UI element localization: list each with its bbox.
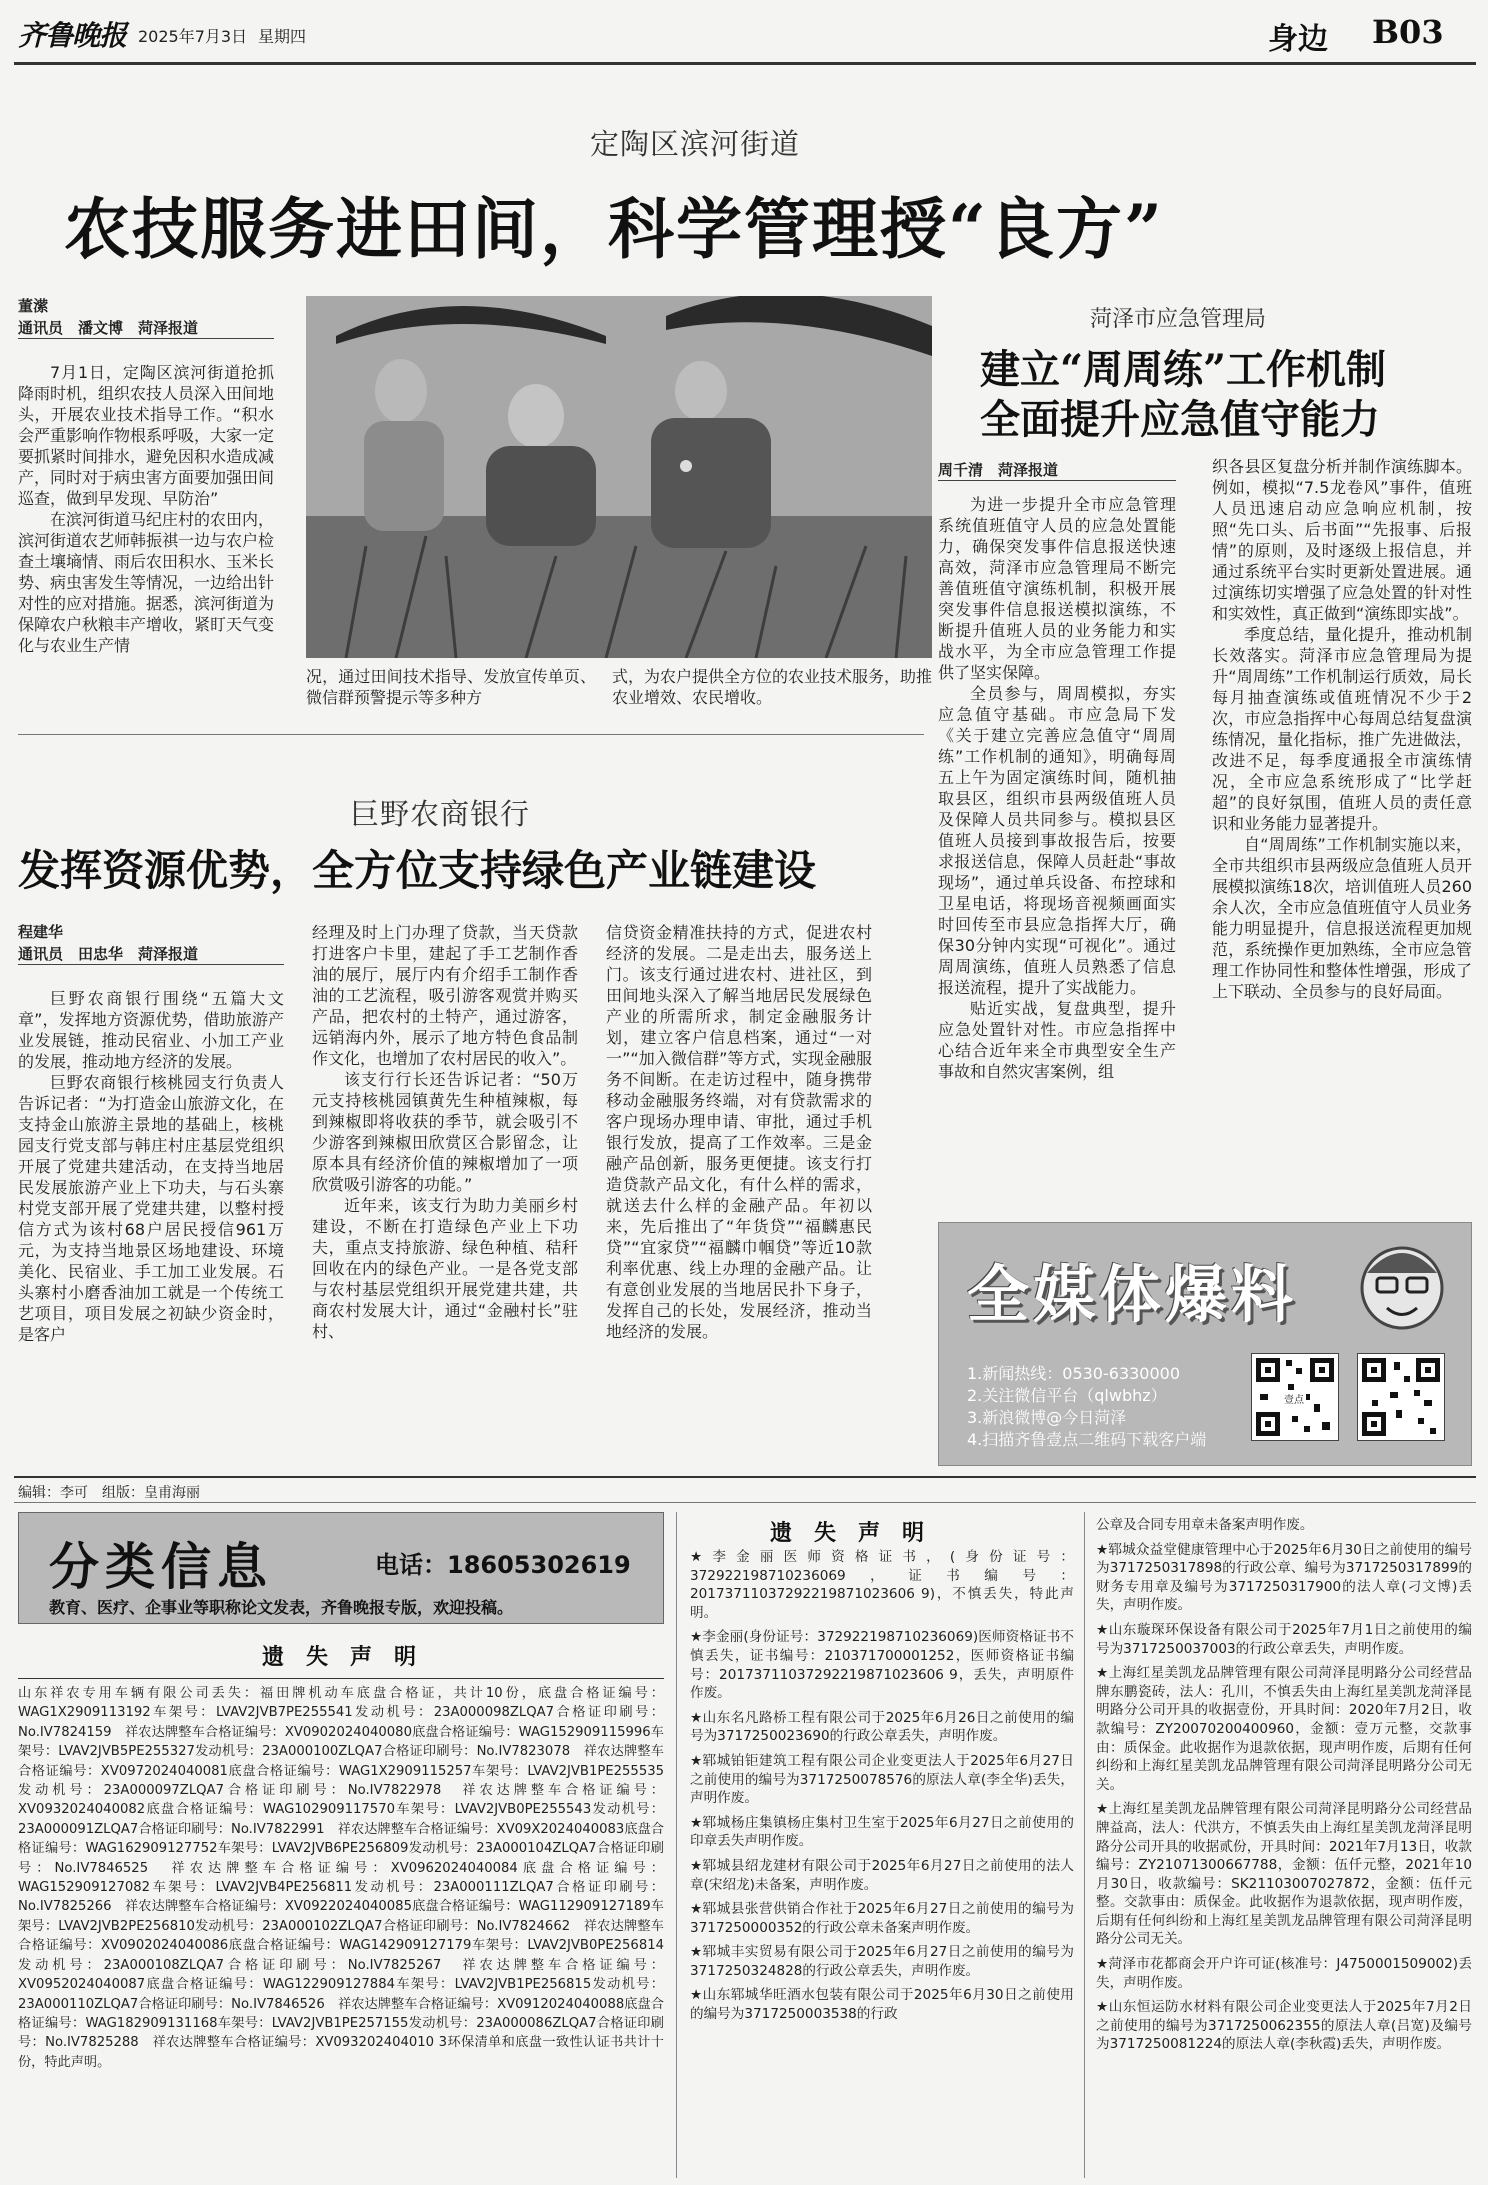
page-number: B03 bbox=[1372, 13, 1444, 51]
article3-para: 经理及时上门办理了贷款，当天贷款打进客户卡里，建起了手工艺制作香油的展厅，展厅内有介绍手工制作香油的工艺流程，吸引游客观赏并购买产品，把农村的土特产，通过游客，远销海内外，展示了地方特色食品制作文化，也增加了农村居民的收入”。 bbox=[312, 923, 578, 1068]
article2-byline: 周千清 菏泽报道 bbox=[938, 460, 1176, 481]
article3-para: 巨野农商银行围绕“五篇大文章”，发挥地方资源优势，借助旅游产业发展链，推动民宿业、小加工产业的发展，推动地方经济的发展。 bbox=[18, 989, 284, 1071]
article3-author: 程建华 bbox=[18, 923, 64, 941]
qr-code-icon bbox=[1358, 1354, 1444, 1440]
section-name: 身边 bbox=[1268, 22, 1328, 57]
classified-header bbox=[18, 1512, 664, 1624]
notice-item: ★上海红星美凯龙品牌管理有限公司菏泽昆明路分公司经营品牌益高，法人：代洪方，不慎丢失由上海红星美凯龙菏泽昆明路分公司开具的收据贰份，开具时间：2021年7月13日，收款编号：ZY21071300667788，金额：伍仟元整，2021年10月30日，收款编号：SK21103007027872，金额：伍仟元整。交款事由：质保金。此收据作为退款依据，现声明作废，后期有任何纠纷和上海红星美凯龙品牌管理有限公司菏泽昆明路分公司无关。 bbox=[1096, 1801, 1472, 1948]
promo-title: 全媒体爆料 bbox=[967, 1258, 1298, 1331]
article3-headline: 发挥资源优势，全方位支持绿色产业链建设 bbox=[18, 846, 817, 895]
article2-para: 织各县区复盘分析并制作演练脚本。例如，模拟“7.5龙卷风”事件，值班人员迅速启动应急响应机制，按照“先口头、后书面”“先报事、后报情”的原则，及时逐级上报信息，并通过系统平台实时更新处置进展。通过演练切实增强了应急处置的针对性和实效性，真正做到“演练即实战”。 bbox=[1212, 457, 1472, 623]
article1-kicker: 定陶区滨河街道 bbox=[590, 127, 801, 161]
article2-headline-line2: 全面提升应急值守能力 bbox=[980, 396, 1380, 443]
promo-box bbox=[938, 1222, 1472, 1466]
article2-para: 自“周周练”工作机制实施以来，全市共组织市县两级应急值班人员开展模拟演练18次，培训值班人员260余人次，全市应急值班值守人员业务能力明显提升，信息报送流程更加规范，系统操作更加熟练，全市应急管理工作协同性和整体性增强，形成了上下联动、全员参与的良好局面。 bbox=[1212, 835, 1472, 1001]
article1-para: 7月1日，定陶区滨河街道抢抓降雨时机，组织农技人员深入田间地头，开展农业技术指导工作。“积水会严重影响作物根系呼吸，大家一定要抓紧时间排水，避免因积水造成减产，同时对于病虫害方面要加强田间巡查，做到早发现、早防治” bbox=[18, 363, 274, 508]
article3-para: 该支行行长还告诉记者：“50万元支持核桃园镇黄先生种植辣椒，每到辣椒即将收获的季节，就会吸引不少游客到辣椒田欣赏区合影留念，让原本具有经济价值的辣椒增加了一项欣赏吸引游客的功能。” bbox=[312, 1070, 578, 1194]
issue-date: 2025年7月3日 bbox=[138, 27, 248, 46]
article1-headline: 农技服务进田间，科学管理授“良方” bbox=[64, 190, 1164, 268]
notice-item: ★李金丽(身份证号：372922198710236069)医师资格证书不慎丢失，证书编号：210371700001252，医师资格证书编号：20173711037292219871023606 9，丢失，声明原件作废。 bbox=[690, 1629, 1074, 1702]
notice-item: ★山东郓城华旺酒水包装有限公司于2025年6月30日之前使用的编号为3717250003538的行政 bbox=[690, 1987, 1074, 2023]
notice-item: ★郓城县绍龙建材有限公司于2025年6月27日之前使用的法人章(宋绍龙)未备案，声明作废。 bbox=[690, 1857, 1074, 1893]
notice-item: ★郓城众益堂健康管理中心于2025年6月30日之前使用的编号为3717250317898的行政公章、编号为3717250317899的财务专用章及编号为3717250317900的法人章(刁文博)丢失，声明作废。 bbox=[1096, 1541, 1472, 1614]
promo-item: 2.关注微信平台（qlwbhz） bbox=[967, 1386, 1167, 1405]
article2-col2 bbox=[1212, 456, 1472, 1202]
notice-item: ★山东名凡路桥工程有限公司于2025年6月26日之前使用的编号为3717250023690的行政公章丢失，声明作废。 bbox=[690, 1709, 1074, 1745]
article2-para: 为进一步提升全市应急管理系统值班值守人员的应急处置能力，确保突发事件信息报送快速高效，菏泽市应急管理局不断完善值班值守演练机制，积极开展突发事件信息报送模拟演练，不断提升值班人员的业务能力和实战水平，为全市应急管理工作提供了坚实保障。 bbox=[938, 495, 1176, 682]
article3-para: 信贷资金精准扶持的方式，促进农村经济的发展。二是走出去，服务送上门。该支行通过进农村、进社区，到田间地头深入了解当地居民发展绿色产业的所需所求，制定金融服务计划，建立客户信息档案，通过“一对一”“加入微信群”等方式，实现金融服务不间断。在走访过程中，随身携带移动金融服务终端，对有贷款需求的客户现场办理申请、审批，通过手机银行发放，提高了工作效率。三是金融产品创新，服务更便捷。该支行打造贷款产品文化，有什么样的需求，就送去什么样的金融产品。年初以来，先后推出了“年货贷”“福麟惠民贷”“宜家贷”“福麟巾帼贷”等近10款利率优惠、线上办理的金融产品。让有意创业发展的当地居民扑下身子，发挥自己的长处，发展经济，推动当地经济的发展。 bbox=[606, 923, 872, 1341]
article3-col1 bbox=[18, 988, 284, 1468]
editors-credit: 编辑：李可 组版：皇甫海丽 bbox=[18, 1485, 200, 1501]
newspaper-logo: 齐鲁晚报 bbox=[18, 19, 127, 52]
notice-item: 公章及合同专用章未备案声明作废。 bbox=[1096, 1517, 1314, 1533]
article1-col2: 况，通过田间技术指导、发放宣传单页、微信群预警提示等多种方 bbox=[306, 667, 596, 707]
article1-byline: 通讯员 潘文博 菏泽报道 bbox=[18, 318, 274, 339]
editors-rule-bottom bbox=[14, 1502, 1476, 1503]
promo-item: 1.新闻热线：0530-6330000 bbox=[967, 1364, 1181, 1383]
article2-col1 bbox=[938, 494, 1176, 1202]
qr-code-1-label: 壹点 bbox=[1282, 1390, 1306, 1407]
article2-para: 全员参与，周周模拟，夯实应急值守基础。市应急局下发《关于建立完善应急值守“周周练”工作机制的通知》，明确每周五上午为固定演练时间，随机抽取县区，组织市县两级值班人员及保障人员共同参与。模拟县区值班人员接到事故报告后，按要求报送信息，保障人员赶赴“事故现场”，通过单兵设备、布控球和卫星电话，将现场音视频画面实时回传至市县应急指挥大厅，确保30分钟内实现“可视化”。通过周周演练，值班人员熟悉了信息报送流程，提升了实战能力。 bbox=[938, 684, 1176, 997]
qr-code-1[interactable] bbox=[1251, 1353, 1339, 1441]
notice-item: ★李金丽医师资格证书，(身份证号：372922198710236069，证书编号：20173711037292219871023606 9)，不慎丢失，特此声明。 bbox=[690, 1549, 1074, 1621]
classified-col1: 山东祥农专用车辆有限公司丢失：福田牌机动车底盘合格证，共计10份，底盘合格证编号：WAG1X2909113192车架号：LVAV2JVB7PE255541发动机号：23A000098ZLQA7合格证印刷号：No.IV7824159 祥农达牌整车合格证编号：XV0902024040080底盘合格证编号：WAG152909115996车架号：LVAV2JVB5PE255327发动机号：23A000100ZLQA7合格证印刷号：No.IV7823078 祥农达牌整车合格证编号：XV0972024040081底盘合格证编号：WAG1X2909115257车架号：LVAV2JVB1PE255535发动机号：23A000097ZLQA7合格证印刷号：No.IV7822978 祥农达牌整车合格证编号：XV0932024040082底盘合格证编号：WAG102909117570车架号：LVAV2JVB0PE255543发动机号：23A000091ZLQA7合格证印刷号：No.IV7822991 祥农达牌整车合格证编号：XV09X2024040083底盘合格证编号：WAG162909127752车架号：LVAV2JVB6PE256809发动机号：23A000104ZLQA7合格证印刷号：No.IV7846525 祥农达牌整车合格证编号：XV0962024040084底盘合格证编号：WAG152909127082车架号：LVAV2JVB4PE256811发动机号：23A000111ZLQA7合格证印刷号：No.IV7825266 祥农达牌整车合格证编号：XV0922024040085底盘合格证编号：WAG112909127189车架号：LVAV2JVB2PE256810发动机号：23A000102ZLQA7合格证印刷号：No.IV7824662 祥农达牌整车合格证编号：XV0902024040086底盘合格证编号：WAG142909127179车架号：LVAV2JVB0PE256814发动机号：23A000108ZLQA7合格证印刷号：No.IV7825267 祥农达牌整车合格证编号：XV0952024040087底盘合格证编号：WAG122909127884车架号：LVAV2JVB1PE256815发动机号：23A000110ZLQA7合格证印刷号：No.IV7846526 祥农达牌整车合格证编号：XV0912024040088底盘合格证编号：WAG182909131168车架号：LVAV2JVB1PE257155发动机号：23A000086ZLQA7合格证印刷号：No.IV7825288 祥农达牌整车合格证编号：XV093202404010 3环保清单和底盘一致性认证书共计十份，特此声明。 bbox=[18, 1686, 664, 2070]
article3-para: 巨野农商银行核桃园支行负责人告诉记者：“为打造金山旅游文化，在支持金山旅游主景地的基础上，核桃园支行党支部与韩庄村庄基层党组织开展了党建共建活动，在支持当地居民发展旅游产业上下功夫，与石头寨村党支部开展了党建共建，以整村授信方式为该村68户居民授信961万元，为支持当地景区场地建设、环境美化、民宿业、手工加工业发展。石头寨村小磨香油加工就是一个传统工艺项目，项目发展之初缺少资金时，是客户 bbox=[18, 1073, 284, 1344]
notice-item: ★菏泽市花都商会开户许可证(核准号：J4750001509002)丢失，声明作废。 bbox=[1096, 1956, 1472, 1991]
issue-weekday: 星期四 bbox=[258, 27, 307, 46]
classified-slogan: 教育、医疗、企事业等职称论文发表，齐鲁晚报专版，欢迎投稿。 bbox=[49, 1598, 514, 1617]
article1-para: 在滨河街道马纪庄村的农田内，滨河街道农艺师韩振祺一边与农户检查土壤墒情、雨后农田积水、玉米长势、病虫害发生等情况，一边给出针对性的应对措施。据悉，滨河街道为保障农户秋粮丰产增收，紧盯天气变化与农业生产情 bbox=[18, 510, 274, 655]
notice-item: ★山东恒运防水材料有限公司企业变更法人于2025年7月2日之前使用的编号为3717250062355的原法人章(吕宽)及编号为3717250081224的原法人章(李秋霞)丢失，声明作废。 bbox=[1096, 1999, 1472, 2053]
notice-item: ★郓城丰实贸易有限公司于2025年6月27日之前使用的编号为3717250324828的行政公章丢失，声明作废。 bbox=[690, 1944, 1074, 1979]
classified-phone: 电话：18605302619 bbox=[375, 1551, 631, 1579]
qr-code-2[interactable] bbox=[1357, 1353, 1445, 1441]
article2-kicker: 菏泽市应急管理局 bbox=[1090, 307, 1267, 332]
classified-lost-heading: 遗 失 声 明 bbox=[262, 1644, 417, 1670]
masthead bbox=[0, 0, 1488, 62]
classified-col3 bbox=[1096, 1516, 1472, 2178]
classified-lost-rule bbox=[18, 1678, 664, 1679]
farm-photo-illustration bbox=[306, 296, 932, 658]
article1-col3: 式，为农户提供全方位的农业技术服务，助推农业增效、农民增收。 bbox=[612, 667, 932, 707]
article2-para: 贴近实战，复盘典型，提升应急处置针对性。市应急指挥中心结合近年来全市典型安全生产事故和自然灾害案例，组 bbox=[938, 999, 1176, 1081]
notice-item: ★郓城县张营供销合作社于2025年6月27日之前使用的编号为3717250000352的行政公章未备案声明作废。 bbox=[690, 1901, 1074, 1936]
article3-kicker: 巨野农商银行 bbox=[350, 797, 531, 831]
classified-col2 bbox=[690, 1548, 1074, 2178]
article1-col1 bbox=[18, 362, 274, 708]
article3-col3 bbox=[606, 922, 872, 1468]
promo-item: 4.扫描齐鲁壹点二维码下载客户端 bbox=[967, 1430, 1207, 1449]
classified-col2-heading: 遗 失 声 明 bbox=[770, 1520, 925, 1546]
article2-headline-line1: 建立“周周练”工作机制 bbox=[980, 346, 1387, 393]
classified-col-divider-1 bbox=[676, 1512, 677, 2178]
notice-item: ★郓城铂钜建筑工程有限公司企业变更法人于2025年6月27日之前使用的编号为3717250078576的原法人章(李全华)丢失，声明作废。 bbox=[690, 1752, 1074, 1807]
article3-col2 bbox=[312, 922, 578, 1468]
masthead-rule bbox=[14, 62, 1476, 65]
editors-rule-top bbox=[14, 1476, 1476, 1478]
classified-title: 分类信息 bbox=[49, 1537, 273, 1596]
cartoon-mascot-icon bbox=[1347, 1233, 1457, 1343]
promo-list bbox=[967, 1363, 1227, 1451]
classified-col-divider-2 bbox=[1084, 1512, 1085, 2178]
article2-para: 季度总结，量化提升，推动机制长效落实。菏泽市应急管理局为提升“周周练”工作机制运行质效，局长每月抽查演练或值班情况不少于2次，市应急指挥中心每周总结复盘演练情况，量化指标，推广先进做法，改进不足，每季度通报全市演练情况，全市应急系统形成了“比学赶超”的良好氛围，值班人员的责任意识和业务能力显著提升。 bbox=[1212, 625, 1472, 833]
notice-item: ★山东璇琛环保设备有限公司于2025年7月1日之前使用的编号为3717250037003的行政公章丢失，声明作废。 bbox=[1096, 1621, 1472, 1657]
article1-photo bbox=[306, 296, 932, 658]
promo-item: 3.新浪微博@今日菏泽 bbox=[967, 1408, 1127, 1427]
notice-item: ★郓城杨庄集镇杨庄集村卫生室于2025年6月27日之前使用的印章丢失声明作废。 bbox=[690, 1814, 1074, 1850]
article3-byline: 通讯员 田忠华 菏泽报道 bbox=[18, 944, 284, 965]
article3-para: 近年来，该支行为助力美丽乡村建设，不断在打造绿色产业上下功夫，重点支持旅游、绿色种植、秸秆回收在内的绿色产业。一是各党支部与农村基层党组织开展党建共建，共商农村发展大计，通过“金融村长”驻村、 bbox=[312, 1196, 578, 1341]
notice-item: ★上海红星美凯龙品牌管理有限公司菏泽昆明路分公司经营品牌东鹏瓷砖，法人：孔川，不慎丢失由上海红星美凯龙菏泽昆明路分公司开具的收据壹份，开具时间：2020年7月2日，收款编号：ZY20070200400960，金额：壹万元整，交款事由：质保金。此收据作为退款依据，现声明作废，后期有任何纠纷和上海红星美凯龙品牌管理有限公司菏泽昆明路分公司无关。 bbox=[1096, 1665, 1472, 1793]
section-divider bbox=[18, 734, 924, 735]
article1-author: 董潆 bbox=[18, 297, 49, 315]
